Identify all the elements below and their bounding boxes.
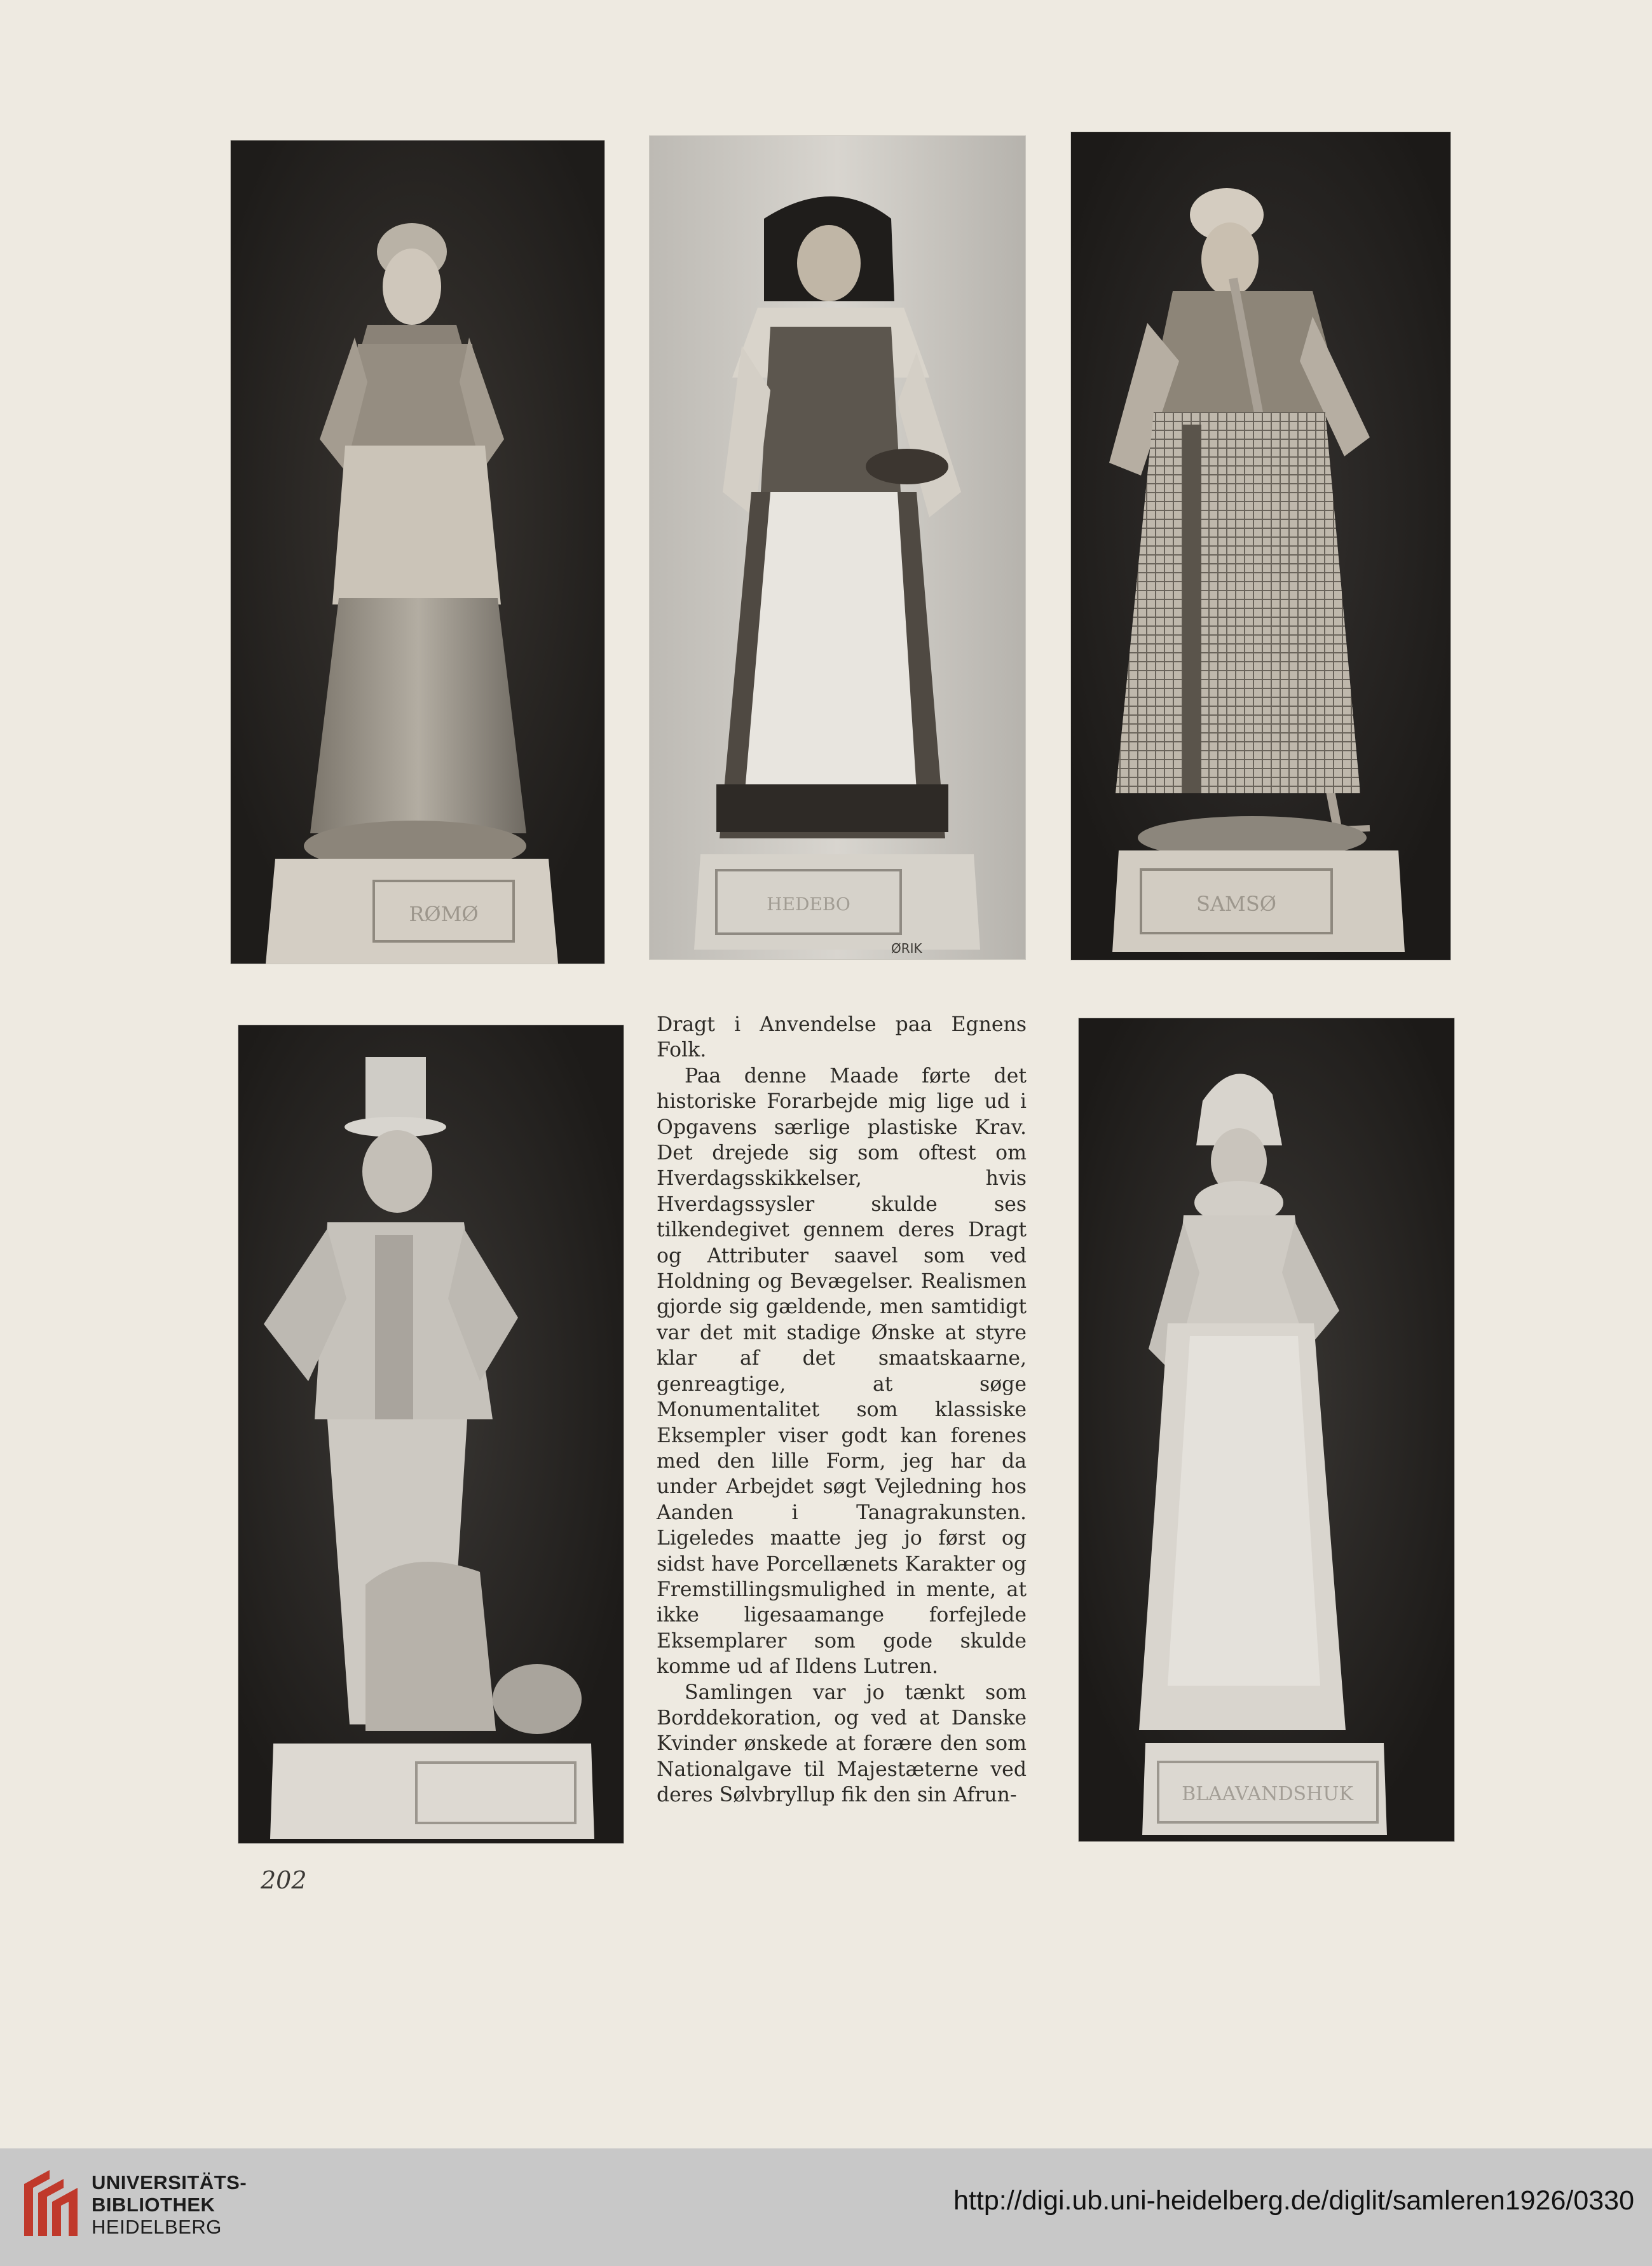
- base-label-hedebo: HEDEBO: [767, 894, 850, 915]
- library-name-line: BIBLIOTHEK: [92, 2194, 215, 2216]
- permalink-url[interactable]: http://digi.ub.uni-heidelberg.de/diglit/samleren1926/0330: [953, 2185, 1634, 2216]
- base-label-romo: RØMØ: [409, 902, 479, 926]
- library-logo-icon[interactable]: [19, 2165, 80, 2241]
- body-text-column: [657, 1012, 1027, 1808]
- digitization-footer: [0, 2148, 1652, 2266]
- paragraph: Samlingen var jo tænkt som Borddekoration, og ved at Danske Kvinder ønskede at forære den som Nationalgave til Majestæterne ved deres Sølvbryllup fik den sin Afrun-: [657, 1681, 1027, 1807]
- library-name-line: HEIDELBERG: [92, 2216, 222, 2238]
- photo-samso-figurine: [1071, 132, 1451, 960]
- page-number: 202: [261, 1866, 307, 1894]
- photo-man-figurine: [238, 1025, 624, 1843]
- base-label-samso: SAMSØ: [1196, 892, 1276, 916]
- photo-mark: ØRIK: [891, 941, 922, 956]
- library-name: [92, 2171, 247, 2238]
- base-label-blaavandshuk: BLAAVANDSHUK: [1182, 1783, 1353, 1805]
- photo-romo-figurine: [231, 140, 604, 964]
- photo-blaavandshuk-figurine: [1079, 1018, 1454, 1841]
- paragraph: Dragt i Anvendelse paa Egnens Folk.: [657, 1013, 1027, 1062]
- photo-hedebo-figurine: [650, 136, 1025, 959]
- library-name-line: UNIVERSITÄTS-: [92, 2171, 247, 2194]
- paragraph: Paa denne Maade førte det historiske Forarbejde mig lige ud i Opgavens særlige plastiske Krav. Det drejede sig som oftest om Hverdagsskikkelser, hvis Hverdagssysler skulde ses tilkendegivet gennem deres Dragt og Attributer saavel som ved Holdning og Bevægelser. Realismen gjorde sig gældende, men samtidigt var det mit stadige Ønske at styre klar af det smaatskaarne, genreagtige, at søge Monumentalitet som klassiske Eksempler viser godt kan forenes med den lille Form, jeg har da under Arbejdet søgt Vejledning hos Aanden i Tanagrakunsten. Ligeledes maatte jeg jo først og sidst have Porcellænets Karakter og Fremstillingsmulighed in mente, at ikke ligesaamange forfejlede Eksemplarer som gode skulde komme ud af Ildens Lutren.: [657, 1064, 1027, 1679]
